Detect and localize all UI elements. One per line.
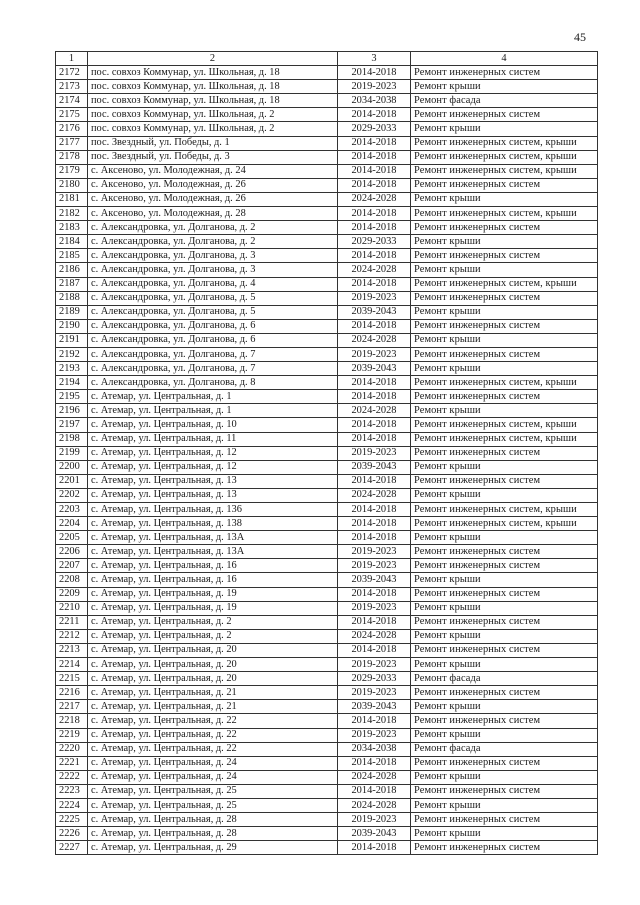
table-row [56, 80, 598, 94]
table-row [56, 333, 598, 347]
cell-number: 2223 [56, 784, 88, 798]
cell-period: 2024-2028 [338, 404, 411, 418]
table-row [56, 94, 598, 108]
cell-work: Ремонт инженерных систем, крыши [411, 432, 598, 446]
table-row [56, 629, 598, 643]
cell-address: с. Атемар, ул. Центральная, д. 28 [88, 827, 338, 841]
cell-number: 2186 [56, 263, 88, 277]
table-row [56, 658, 598, 672]
cell-period: 2014-2018 [338, 207, 411, 221]
table-row [56, 503, 598, 517]
cell-number: 2210 [56, 601, 88, 615]
cell-address: с. Атемар, ул. Центральная, д. 2 [88, 615, 338, 629]
cell-work: Ремонт инженерных систем [411, 390, 598, 404]
table-row [56, 291, 598, 305]
cell-work: Ремонт крыши [411, 531, 598, 545]
cell-address: с. Александровка, ул. Долганова, д. 2 [88, 221, 338, 235]
cell-address: с. Александровка, ул. Долганова, д. 2 [88, 235, 338, 249]
cell-work: Ремонт инженерных систем, крыши [411, 418, 598, 432]
cell-work: Ремонт инженерных систем [411, 347, 598, 361]
cell-address: с. Атемар, ул. Центральная, д. 29 [88, 841, 338, 855]
cell-address: с. Атемар, ул. Центральная, д. 136 [88, 503, 338, 517]
cell-number: 2174 [56, 94, 88, 108]
table-row [56, 178, 598, 192]
cell-address: с. Атемар, ул. Центральная, д. 13 [88, 474, 338, 488]
cell-number: 2219 [56, 728, 88, 742]
cell-number: 2213 [56, 643, 88, 657]
cell-work: Ремонт инженерных систем [411, 714, 598, 728]
cell-address: с. Атемар, ул. Центральная, д. 1 [88, 390, 338, 404]
cell-number: 2224 [56, 798, 88, 812]
cell-period: 2014-2018 [338, 249, 411, 263]
cell-period: 2014-2018 [338, 108, 411, 122]
table-row [56, 827, 598, 841]
cell-number: 2200 [56, 460, 88, 474]
table-row [56, 841, 598, 855]
cell-period: 2019-2023 [338, 347, 411, 361]
header-cell-number: 1 [56, 52, 88, 66]
cell-period: 2014-2018 [338, 136, 411, 150]
cell-work: Ремонт фасада [411, 742, 598, 756]
cell-work: Ремонт инженерных систем [411, 587, 598, 601]
table-row [56, 531, 598, 545]
cell-period: 2014-2018 [338, 418, 411, 432]
table-row [56, 66, 598, 80]
table-row [56, 784, 598, 798]
cell-period: 2029-2033 [338, 672, 411, 686]
table-row [56, 587, 598, 601]
cell-period: 2039-2043 [338, 305, 411, 319]
cell-period: 2029-2033 [338, 235, 411, 249]
cell-address: с. Аксеново, ул. Молодежная, д. 28 [88, 207, 338, 221]
cell-work: Ремонт крыши [411, 770, 598, 784]
cell-number: 2180 [56, 178, 88, 192]
table-row [56, 319, 598, 333]
cell-address: с. Атемар, ул. Центральная, д. 10 [88, 418, 338, 432]
cell-address: с. Александровка, ул. Долганова, д. 6 [88, 319, 338, 333]
cell-work: Ремонт крыши [411, 404, 598, 418]
cell-work: Ремонт крыши [411, 80, 598, 94]
cell-number: 2172 [56, 66, 88, 80]
cell-address: с. Александровка, ул. Долганова, д. 7 [88, 362, 338, 376]
cell-address: с. Атемар, ул. Центральная, д. 21 [88, 686, 338, 700]
table-row [56, 714, 598, 728]
cell-number: 2173 [56, 80, 88, 94]
cell-address: с. Атемар, ул. Центральная, д. 11 [88, 432, 338, 446]
table-row [56, 122, 598, 136]
table-row [56, 305, 598, 319]
cell-work: Ремонт крыши [411, 460, 598, 474]
cell-work: Ремонт крыши [411, 488, 598, 502]
cell-period: 2024-2028 [338, 798, 411, 812]
cell-address: пос. Звездный, ул. Победы, д. 1 [88, 136, 338, 150]
cell-period: 2019-2023 [338, 446, 411, 460]
cell-period: 2034-2038 [338, 742, 411, 756]
cell-period: 2019-2023 [338, 686, 411, 700]
cell-period: 2024-2028 [338, 192, 411, 206]
table-row [56, 770, 598, 784]
cell-address: с. Атемар, ул. Центральная, д. 16 [88, 573, 338, 587]
cell-address: с. Атемар, ул. Центральная, д. 22 [88, 714, 338, 728]
cell-period: 2014-2018 [338, 474, 411, 488]
cell-number: 2214 [56, 658, 88, 672]
cell-period: 2014-2018 [338, 615, 411, 629]
cell-address: с. Аксеново, ул. Молодежная, д. 26 [88, 192, 338, 206]
cell-work: Ремонт крыши [411, 573, 598, 587]
cell-work: Ремонт инженерных систем, крыши [411, 164, 598, 178]
table-row [56, 446, 598, 460]
cell-period: 2039-2043 [338, 827, 411, 841]
cell-address: с. Атемар, ул. Центральная, д. 20 [88, 672, 338, 686]
table-row [56, 460, 598, 474]
cell-work: Ремонт инженерных систем [411, 221, 598, 235]
cell-number: 2203 [56, 503, 88, 517]
cell-work: Ремонт крыши [411, 305, 598, 319]
cell-number: 2201 [56, 474, 88, 488]
cell-period: 2039-2043 [338, 700, 411, 714]
cell-number: 2222 [56, 770, 88, 784]
cell-period: 2024-2028 [338, 333, 411, 347]
cell-number: 2217 [56, 700, 88, 714]
cell-work: Ремонт инженерных систем, крыши [411, 136, 598, 150]
cell-address: с. Атемар, ул. Центральная, д. 2 [88, 629, 338, 643]
cell-number: 2207 [56, 559, 88, 573]
table-row [56, 559, 598, 573]
cell-address: с. Атемар, ул. Центральная, д. 13А [88, 531, 338, 545]
cell-address: с. Атемар, ул. Центральная, д. 16 [88, 559, 338, 573]
table-row [56, 235, 598, 249]
cell-period: 2014-2018 [338, 643, 411, 657]
cell-work: Ремонт инженерных систем [411, 319, 598, 333]
cell-work: Ремонт инженерных систем [411, 545, 598, 559]
header-cell-work: 4 [411, 52, 598, 66]
cell-number: 2178 [56, 150, 88, 164]
cell-work: Ремонт крыши [411, 235, 598, 249]
cell-address: с. Атемар, ул. Центральная, д. 21 [88, 700, 338, 714]
cell-period: 2024-2028 [338, 263, 411, 277]
cell-period: 2019-2023 [338, 813, 411, 827]
cell-work: Ремонт инженерных систем [411, 446, 598, 460]
cell-period: 2019-2023 [338, 728, 411, 742]
cell-work: Ремонт инженерных систем [411, 686, 598, 700]
cell-period: 2024-2028 [338, 629, 411, 643]
table-row [56, 601, 598, 615]
table-row [56, 164, 598, 178]
cell-work: Ремонт крыши [411, 122, 598, 136]
cell-address: пос. совхоз Коммунар, ул. Школьная, д. 18 [88, 80, 338, 94]
cell-number: 2204 [56, 517, 88, 531]
table-row [56, 136, 598, 150]
cell-number: 2218 [56, 714, 88, 728]
table-row [56, 192, 598, 206]
cell-number: 2212 [56, 629, 88, 643]
cell-address: с. Атемар, ул. Центральная, д. 13 [88, 488, 338, 502]
cell-work: Ремонт инженерных систем [411, 813, 598, 827]
cell-period: 2014-2018 [338, 376, 411, 390]
cell-number: 2188 [56, 291, 88, 305]
cell-number: 2191 [56, 333, 88, 347]
cell-work: Ремонт инженерных систем [411, 474, 598, 488]
cell-period: 2014-2018 [338, 221, 411, 235]
cell-work: Ремонт инженерных систем [411, 291, 598, 305]
table-row [56, 798, 598, 812]
cell-work: Ремонт инженерных систем, крыши [411, 376, 598, 390]
cell-work: Ремонт инженерных систем [411, 615, 598, 629]
cell-period: 2014-2018 [338, 432, 411, 446]
cell-period: 2019-2023 [338, 559, 411, 573]
cell-period: 2019-2023 [338, 291, 411, 305]
table-row [56, 728, 598, 742]
cell-number: 2216 [56, 686, 88, 700]
cell-number: 2185 [56, 249, 88, 263]
table-row [56, 362, 598, 376]
cell-work: Ремонт крыши [411, 601, 598, 615]
cell-number: 2221 [56, 756, 88, 770]
page-number: 45 [574, 30, 586, 44]
cell-work: Ремонт инженерных систем [411, 643, 598, 657]
cell-work: Ремонт инженерных систем, крыши [411, 150, 598, 164]
cell-work: Ремонт крыши [411, 798, 598, 812]
cell-number: 2225 [56, 813, 88, 827]
table-row [56, 221, 598, 235]
cell-period: 2014-2018 [338, 178, 411, 192]
cell-work: Ремонт инженерных систем [411, 249, 598, 263]
cell-address: с. Атемар, ул. Центральная, д. 22 [88, 742, 338, 756]
cell-work: Ремонт инженерных систем, крыши [411, 503, 598, 517]
table-row [56, 432, 598, 446]
cell-address: с. Атемар, ул. Центральная, д. 22 [88, 728, 338, 742]
cell-period: 2039-2043 [338, 460, 411, 474]
table-row [56, 700, 598, 714]
table-row [56, 207, 598, 221]
cell-address: с. Атемар, ул. Центральная, д. 19 [88, 587, 338, 601]
table-row [56, 756, 598, 770]
cell-work: Ремонт крыши [411, 192, 598, 206]
cell-work: Ремонт фасада [411, 672, 598, 686]
cell-period: 2014-2018 [338, 517, 411, 531]
table-row [56, 263, 598, 277]
cell-address: пос. совхоз Коммунар, ул. Школьная, д. 18 [88, 66, 338, 80]
cell-period: 2014-2018 [338, 390, 411, 404]
table-row [56, 150, 598, 164]
cell-number: 2198 [56, 432, 88, 446]
cell-address: с. Атемар, ул. Центральная, д. 19 [88, 601, 338, 615]
table-row [56, 404, 598, 418]
table-row [56, 376, 598, 390]
cell-number: 2192 [56, 347, 88, 361]
table-row [56, 742, 598, 756]
table-row [56, 545, 598, 559]
cell-address: пос. совхоз Коммунар, ул. Школьная, д. 18 [88, 94, 338, 108]
cell-period: 2014-2018 [338, 66, 411, 80]
cell-address: с. Александровка, ул. Долганова, д. 5 [88, 291, 338, 305]
table-header-row [56, 52, 598, 66]
cell-work: Ремонт крыши [411, 700, 598, 714]
header-cell-period: 3 [338, 52, 411, 66]
cell-period: 2014-2018 [338, 503, 411, 517]
table-row [56, 488, 598, 502]
table-row [56, 643, 598, 657]
cell-address: с. Аксеново, ул. Молодежная, д. 26 [88, 178, 338, 192]
cell-address: с. Александровка, ул. Долганова, д. 6 [88, 333, 338, 347]
cell-period: 2014-2018 [338, 150, 411, 164]
cell-address: с. Александровка, ул. Долганова, д. 3 [88, 263, 338, 277]
cell-address: с. Атемар, ул. Центральная, д. 1 [88, 404, 338, 418]
cell-period: 2019-2023 [338, 601, 411, 615]
cell-work: Ремонт крыши [411, 827, 598, 841]
table-row [56, 277, 598, 291]
cell-number: 2206 [56, 545, 88, 559]
table-row [56, 249, 598, 263]
cell-number: 2194 [56, 376, 88, 390]
cell-work: Ремонт крыши [411, 333, 598, 347]
cell-period: 2039-2043 [338, 573, 411, 587]
cell-work: Ремонт крыши [411, 658, 598, 672]
cell-number: 2179 [56, 164, 88, 178]
cell-number: 2199 [56, 446, 88, 460]
cell-period: 2024-2028 [338, 488, 411, 502]
cell-number: 2176 [56, 122, 88, 136]
cell-period: 2024-2028 [338, 770, 411, 784]
cell-address: с. Александровка, ул. Долганова, д. 4 [88, 277, 338, 291]
cell-address: с. Атемар, ул. Центральная, д. 28 [88, 813, 338, 827]
cell-period: 2014-2018 [338, 319, 411, 333]
cell-period: 2029-2033 [338, 122, 411, 136]
table-row [56, 672, 598, 686]
table-row [56, 390, 598, 404]
cell-work: Ремонт инженерных систем, крыши [411, 277, 598, 291]
cell-period: 2019-2023 [338, 658, 411, 672]
table-row [56, 573, 598, 587]
cell-work: Ремонт инженерных систем, крыши [411, 207, 598, 221]
cell-work: Ремонт крыши [411, 728, 598, 742]
cell-number: 2205 [56, 531, 88, 545]
cell-number: 2215 [56, 672, 88, 686]
cell-number: 2175 [56, 108, 88, 122]
cell-address: с. Александровка, ул. Долганова, д. 5 [88, 305, 338, 319]
cell-number: 2189 [56, 305, 88, 319]
cell-address: пос. совхоз Коммунар, ул. Школьная, д. 2 [88, 108, 338, 122]
cell-period: 2014-2018 [338, 841, 411, 855]
table-row [56, 517, 598, 531]
cell-address: с. Аксеново, ул. Молодежная, д. 24 [88, 164, 338, 178]
cell-period: 2034-2038 [338, 94, 411, 108]
table-row [56, 474, 598, 488]
cell-address: с. Атемар, ул. Центральная, д. 24 [88, 770, 338, 784]
cell-period: 2014-2018 [338, 756, 411, 770]
header-cell-address: 2 [88, 52, 338, 66]
cell-work: Ремонт фасада [411, 94, 598, 108]
cell-number: 2220 [56, 742, 88, 756]
cell-number: 2187 [56, 277, 88, 291]
table-row [56, 347, 598, 361]
cell-address: с. Атемар, ул. Центральная, д. 20 [88, 643, 338, 657]
cell-period: 2019-2023 [338, 545, 411, 559]
table-row [56, 418, 598, 432]
cell-period: 2014-2018 [338, 164, 411, 178]
cell-number: 2183 [56, 221, 88, 235]
cell-address: пос. Звездный, ул. Победы, д. 3 [88, 150, 338, 164]
cell-number: 2209 [56, 587, 88, 601]
cell-address: с. Атемар, ул. Центральная, д. 25 [88, 798, 338, 812]
cell-number: 2195 [56, 390, 88, 404]
cell-address: с. Атемар, ул. Центральная, д. 12 [88, 460, 338, 474]
cell-number: 2202 [56, 488, 88, 502]
cell-work: Ремонт инженерных систем [411, 756, 598, 770]
cell-address: с. Атемар, ул. Центральная, д. 13А [88, 545, 338, 559]
table-row [56, 813, 598, 827]
cell-number: 2208 [56, 573, 88, 587]
cell-work: Ремонт крыши [411, 629, 598, 643]
cell-work: Ремонт инженерных систем [411, 559, 598, 573]
cell-work: Ремонт инженерных систем [411, 784, 598, 798]
cell-number: 2181 [56, 192, 88, 206]
cell-period: 2014-2018 [338, 277, 411, 291]
cell-address: пос. совхоз Коммунар, ул. Школьная, д. 2 [88, 122, 338, 136]
cell-number: 2197 [56, 418, 88, 432]
cell-work: Ремонт крыши [411, 362, 598, 376]
cell-address: с. Атемар, ул. Центральная, д. 20 [88, 658, 338, 672]
cell-period: 2039-2043 [338, 362, 411, 376]
cell-work: Ремонт инженерных систем [411, 178, 598, 192]
cell-address: с. Александровка, ул. Долганова, д. 7 [88, 347, 338, 361]
cell-work: Ремонт инженерных систем [411, 108, 598, 122]
table-row [56, 108, 598, 122]
cell-number: 2184 [56, 235, 88, 249]
table-row [56, 686, 598, 700]
cell-period: 2014-2018 [338, 531, 411, 545]
cell-period: 2014-2018 [338, 784, 411, 798]
cell-address: с. Атемар, ул. Центральная, д. 24 [88, 756, 338, 770]
cell-number: 2211 [56, 615, 88, 629]
cell-number: 2193 [56, 362, 88, 376]
cell-number: 2196 [56, 404, 88, 418]
cell-number: 2227 [56, 841, 88, 855]
cell-period: 2019-2023 [338, 80, 411, 94]
cell-period: 2014-2018 [338, 714, 411, 728]
cell-number: 2190 [56, 319, 88, 333]
cell-number: 2182 [56, 207, 88, 221]
cell-period: 2014-2018 [338, 587, 411, 601]
cell-work: Ремонт инженерных систем, крыши [411, 517, 598, 531]
table-row [56, 615, 598, 629]
cell-work: Ремонт инженерных систем [411, 841, 598, 855]
cell-address: с. Атемар, ул. Центральная, д. 138 [88, 517, 338, 531]
cell-address: с. Александровка, ул. Долганова, д. 3 [88, 249, 338, 263]
repair-schedule-table [55, 51, 598, 855]
cell-work: Ремонт крыши [411, 263, 598, 277]
cell-number: 2177 [56, 136, 88, 150]
cell-number: 2226 [56, 827, 88, 841]
cell-address: с. Атемар, ул. Центральная, д. 25 [88, 784, 338, 798]
cell-address: с. Александровка, ул. Долганова, д. 8 [88, 376, 338, 390]
cell-work: Ремонт инженерных систем [411, 66, 598, 80]
cell-address: с. Атемар, ул. Центральная, д. 12 [88, 446, 338, 460]
